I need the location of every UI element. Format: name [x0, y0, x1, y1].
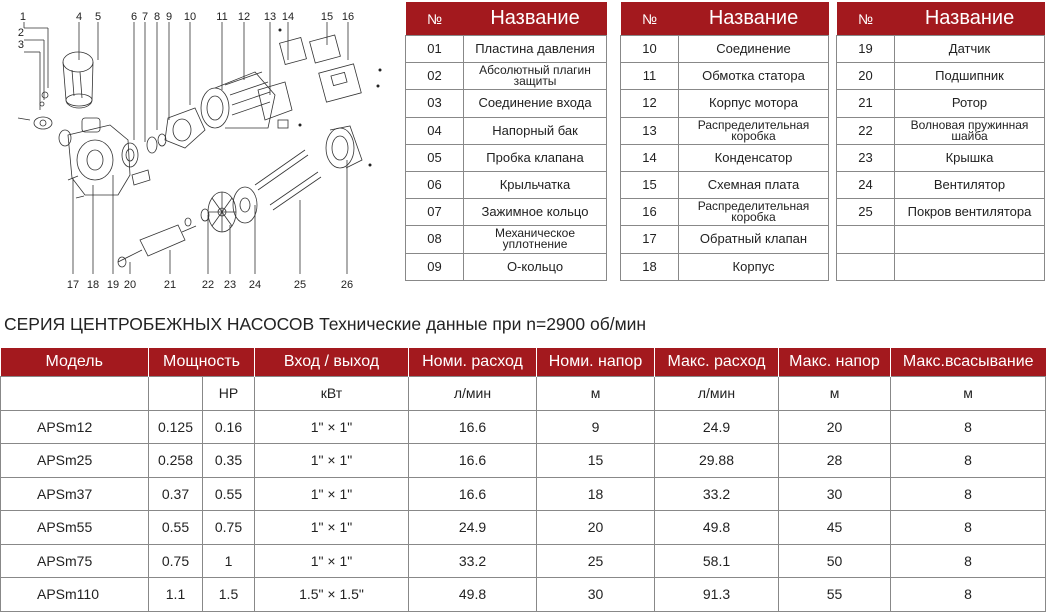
spec-cell: 49.8	[409, 578, 537, 612]
part-row	[406, 171, 607, 198]
callout-label: 5	[94, 11, 102, 23]
unit-cell: м	[779, 377, 891, 411]
callout-label: 15	[320, 11, 334, 23]
part-name: Соединение входа	[464, 90, 607, 117]
spec-cell: 8	[891, 544, 1046, 578]
units-row	[1, 377, 1046, 411]
part-name: Крыльчатка	[464, 171, 607, 198]
callout-label: 24	[248, 279, 262, 291]
part-number: 13	[621, 117, 679, 144]
header-max-head: Макс. напор	[779, 348, 891, 377]
part-number: 20	[837, 63, 895, 90]
spec-cell: 55	[779, 578, 891, 612]
spec-cell: 58.1	[655, 544, 779, 578]
part-number: 16	[621, 199, 679, 226]
spec-row	[1, 477, 1046, 511]
spec-cell: 16.6	[409, 444, 537, 478]
callout-label: 22	[201, 279, 215, 291]
part-name: Волновая пружинная шайба	[895, 117, 1045, 144]
part-row	[837, 36, 1045, 63]
part-name: Соединение	[679, 36, 829, 63]
callout-label: 25	[293, 279, 307, 291]
spec-cell: 16.6	[409, 477, 537, 511]
spec-cell: 16.6	[409, 410, 537, 444]
part-name: Корпус	[679, 253, 829, 280]
spec-cell: 0.75	[203, 511, 255, 545]
spec-cell: 24.9	[655, 410, 779, 444]
callout-label: 3	[17, 39, 24, 51]
part-number: 10	[621, 36, 679, 63]
part-name: Вентилятор	[895, 171, 1045, 198]
part-row	[837, 199, 1045, 226]
part-row	[406, 199, 607, 226]
spec-row	[1, 410, 1046, 444]
part-name: Пластина давления	[464, 36, 607, 63]
spec-row	[1, 511, 1046, 545]
part-name: Покров вентилятора	[895, 199, 1045, 226]
spec-cell: 33.2	[655, 477, 779, 511]
part-name: Обмотка статора	[679, 63, 829, 90]
part-row	[406, 63, 607, 90]
part-name: Подшипник	[895, 63, 1045, 90]
model-cell: APSm55	[1, 511, 149, 545]
part-name: Механическое уплотнение	[464, 226, 607, 253]
spec-cell: 28	[779, 444, 891, 478]
part-name: Схемная плата	[679, 171, 829, 198]
callout-label: 9	[165, 11, 173, 23]
spec-cell: 1	[203, 544, 255, 578]
parts-table-1	[405, 2, 607, 281]
callout-label: 20	[123, 279, 137, 291]
spec-cell: 30	[537, 578, 655, 612]
part-row	[621, 199, 829, 226]
series-title: СЕРИЯ ЦЕНТРОБЕЖНЫХ НАСОСОВ Технические данные при n=2900 об/мин	[4, 314, 647, 334]
part-number: 24	[837, 171, 895, 198]
part-number: 12	[621, 90, 679, 117]
model-cell: APSm25	[1, 444, 149, 478]
header-nominal-flow: Номи. расход	[409, 348, 537, 377]
part-number: 09	[406, 253, 464, 280]
part-name	[895, 253, 1045, 280]
part-name	[895, 226, 1045, 253]
part-number: 07	[406, 199, 464, 226]
spec-cell: 0.258	[149, 444, 203, 478]
model-cell: APSm110	[1, 578, 149, 612]
part-name: Распределительная коробка	[679, 117, 829, 144]
callout-label: 6	[130, 11, 138, 23]
part-row	[406, 144, 607, 171]
spec-cell: 1" × 1"	[255, 410, 409, 444]
unit-cell: л/мин	[409, 377, 537, 411]
unit-cell	[1, 377, 149, 411]
part-number: 04	[406, 117, 464, 144]
callout-label: 17	[66, 279, 80, 291]
callout-label: 13	[263, 11, 277, 23]
spec-cell: 0.35	[203, 444, 255, 478]
part-name: Зажимное кольцо	[464, 199, 607, 226]
part-row	[406, 253, 607, 280]
unit-cell: м	[891, 377, 1046, 411]
spec-cell: 0.75	[149, 544, 203, 578]
spec-cell: 8	[891, 511, 1046, 545]
part-row	[837, 117, 1045, 144]
unit-cell: м	[537, 377, 655, 411]
part-row	[406, 36, 607, 63]
header-nominal-head: Номи. напор	[537, 348, 655, 377]
part-number: 08	[406, 226, 464, 253]
spec-cell: 8	[891, 410, 1046, 444]
callout-label: 12	[237, 11, 251, 23]
spec-cell: 45	[779, 511, 891, 545]
spec-cell: 20	[537, 511, 655, 545]
part-number	[837, 253, 895, 280]
part-number: 25	[837, 199, 895, 226]
callout-label: 21	[163, 279, 177, 291]
callout-label: 23	[223, 279, 237, 291]
spec-cell: 9	[537, 410, 655, 444]
part-number: 15	[621, 171, 679, 198]
spec-cell: 8	[891, 578, 1046, 612]
spec-cell: 1.5" × 1.5"	[255, 578, 409, 612]
part-number: 03	[406, 90, 464, 117]
spec-row	[1, 544, 1046, 578]
name-header: Название	[464, 2, 607, 36]
part-row	[837, 171, 1045, 198]
header-max-flow: Макс. расход	[655, 348, 779, 377]
callout-label: 8	[153, 11, 161, 23]
part-number: 21	[837, 90, 895, 117]
part-name: Датчик	[895, 36, 1045, 63]
spec-cell: 1.1	[149, 578, 203, 612]
part-name: Конденсатор	[679, 144, 829, 171]
spec-cell: 0.55	[149, 511, 203, 545]
spec-cell: 30	[779, 477, 891, 511]
spec-row	[1, 444, 1046, 478]
part-row	[837, 144, 1045, 171]
unit-cell: HP	[203, 377, 255, 411]
part-number: 19	[837, 36, 895, 63]
part-row	[406, 90, 607, 117]
header-power: Мощность	[149, 348, 255, 377]
unit-cell: л/мин	[655, 377, 779, 411]
part-number: 18	[621, 253, 679, 280]
spec-cell: 50	[779, 544, 891, 578]
spec-cell: 1" × 1"	[255, 444, 409, 478]
header-model: Модель	[1, 348, 149, 377]
part-row	[406, 117, 607, 144]
spec-cell: 18	[537, 477, 655, 511]
header-max-suction: Макс.всасывание	[891, 348, 1046, 377]
num-header: №	[837, 2, 895, 36]
spec-cell: 0.125	[149, 410, 203, 444]
part-number: 11	[621, 63, 679, 90]
model-cell: APSm12	[1, 410, 149, 444]
spec-cell: 24.9	[409, 511, 537, 545]
specs-table	[0, 348, 1046, 612]
spec-cell: 0.55	[203, 477, 255, 511]
part-number: 02	[406, 63, 464, 90]
part-row	[837, 90, 1045, 117]
part-row	[837, 253, 1045, 280]
spec-cell: 91.3	[655, 578, 779, 612]
spec-cell: 33.2	[409, 544, 537, 578]
parts-table-3	[836, 2, 1045, 281]
spec-cell: 0.37	[149, 477, 203, 511]
callout-label: 16	[341, 11, 355, 23]
parts-table-2	[620, 2, 829, 281]
part-row	[621, 63, 829, 90]
spec-cell: 0.16	[203, 410, 255, 444]
spec-cell: 1.5	[203, 578, 255, 612]
name-header: Название	[895, 2, 1045, 36]
spec-cell: 20	[779, 410, 891, 444]
part-name: Корпус мотора	[679, 90, 829, 117]
spec-cell: 29.88	[655, 444, 779, 478]
part-name: Напорный бак	[464, 117, 607, 144]
part-row	[837, 63, 1045, 90]
callout-label: 18	[86, 279, 100, 291]
part-row	[621, 90, 829, 117]
spec-cell: 1" × 1"	[255, 544, 409, 578]
model-cell: APSm75	[1, 544, 149, 578]
part-name: Пробка клапана	[464, 144, 607, 171]
callout-label: 26	[340, 279, 354, 291]
callout-label: 1	[19, 11, 26, 23]
spec-cell: 15	[537, 444, 655, 478]
part-number: 05	[406, 144, 464, 171]
callout-label: 7	[141, 11, 149, 23]
part-number	[837, 226, 895, 253]
part-number: 14	[621, 144, 679, 171]
part-row	[621, 226, 829, 253]
unit-cell: кВт	[255, 377, 409, 411]
part-row	[621, 117, 829, 144]
part-row	[837, 226, 1045, 253]
part-row	[621, 171, 829, 198]
part-name: Обратный клапан	[679, 226, 829, 253]
part-number: 17	[621, 226, 679, 253]
callout-label: 4	[75, 11, 83, 23]
part-number: 23	[837, 144, 895, 171]
spec-cell: 8	[891, 477, 1046, 511]
part-name: Крышка	[895, 144, 1045, 171]
num-header: №	[406, 2, 464, 36]
spec-cell: 1" × 1"	[255, 511, 409, 545]
callout-label: 14	[281, 11, 295, 23]
callout-label: 19	[106, 279, 120, 291]
part-number: 01	[406, 36, 464, 63]
part-row	[621, 36, 829, 63]
part-number: 22	[837, 117, 895, 144]
part-row	[406, 226, 607, 253]
callout-label: 10	[183, 11, 197, 23]
part-name: О-кольцо	[464, 253, 607, 280]
spec-cell: 25	[537, 544, 655, 578]
part-name: Ротор	[895, 90, 1045, 117]
part-row	[621, 144, 829, 171]
part-number: 06	[406, 171, 464, 198]
spec-cell: 8	[891, 444, 1046, 478]
spec-cell: 49.8	[655, 511, 779, 545]
spec-cell: 1" × 1"	[255, 477, 409, 511]
name-header: Название	[679, 2, 829, 36]
num-header: №	[621, 2, 679, 36]
part-row	[621, 253, 829, 280]
part-name: Абсолютный плагин защиты	[464, 63, 607, 90]
part-name: Распределительная коробка	[679, 199, 829, 226]
exploded-pump-diagram	[0, 0, 400, 300]
callout-label: 11	[216, 11, 228, 23]
callout-label: 2	[17, 27, 24, 39]
model-cell: APSm37	[1, 477, 149, 511]
unit-cell	[149, 377, 203, 411]
header-inlet-outlet: Вход / выход	[255, 348, 409, 377]
spec-row	[1, 578, 1046, 612]
